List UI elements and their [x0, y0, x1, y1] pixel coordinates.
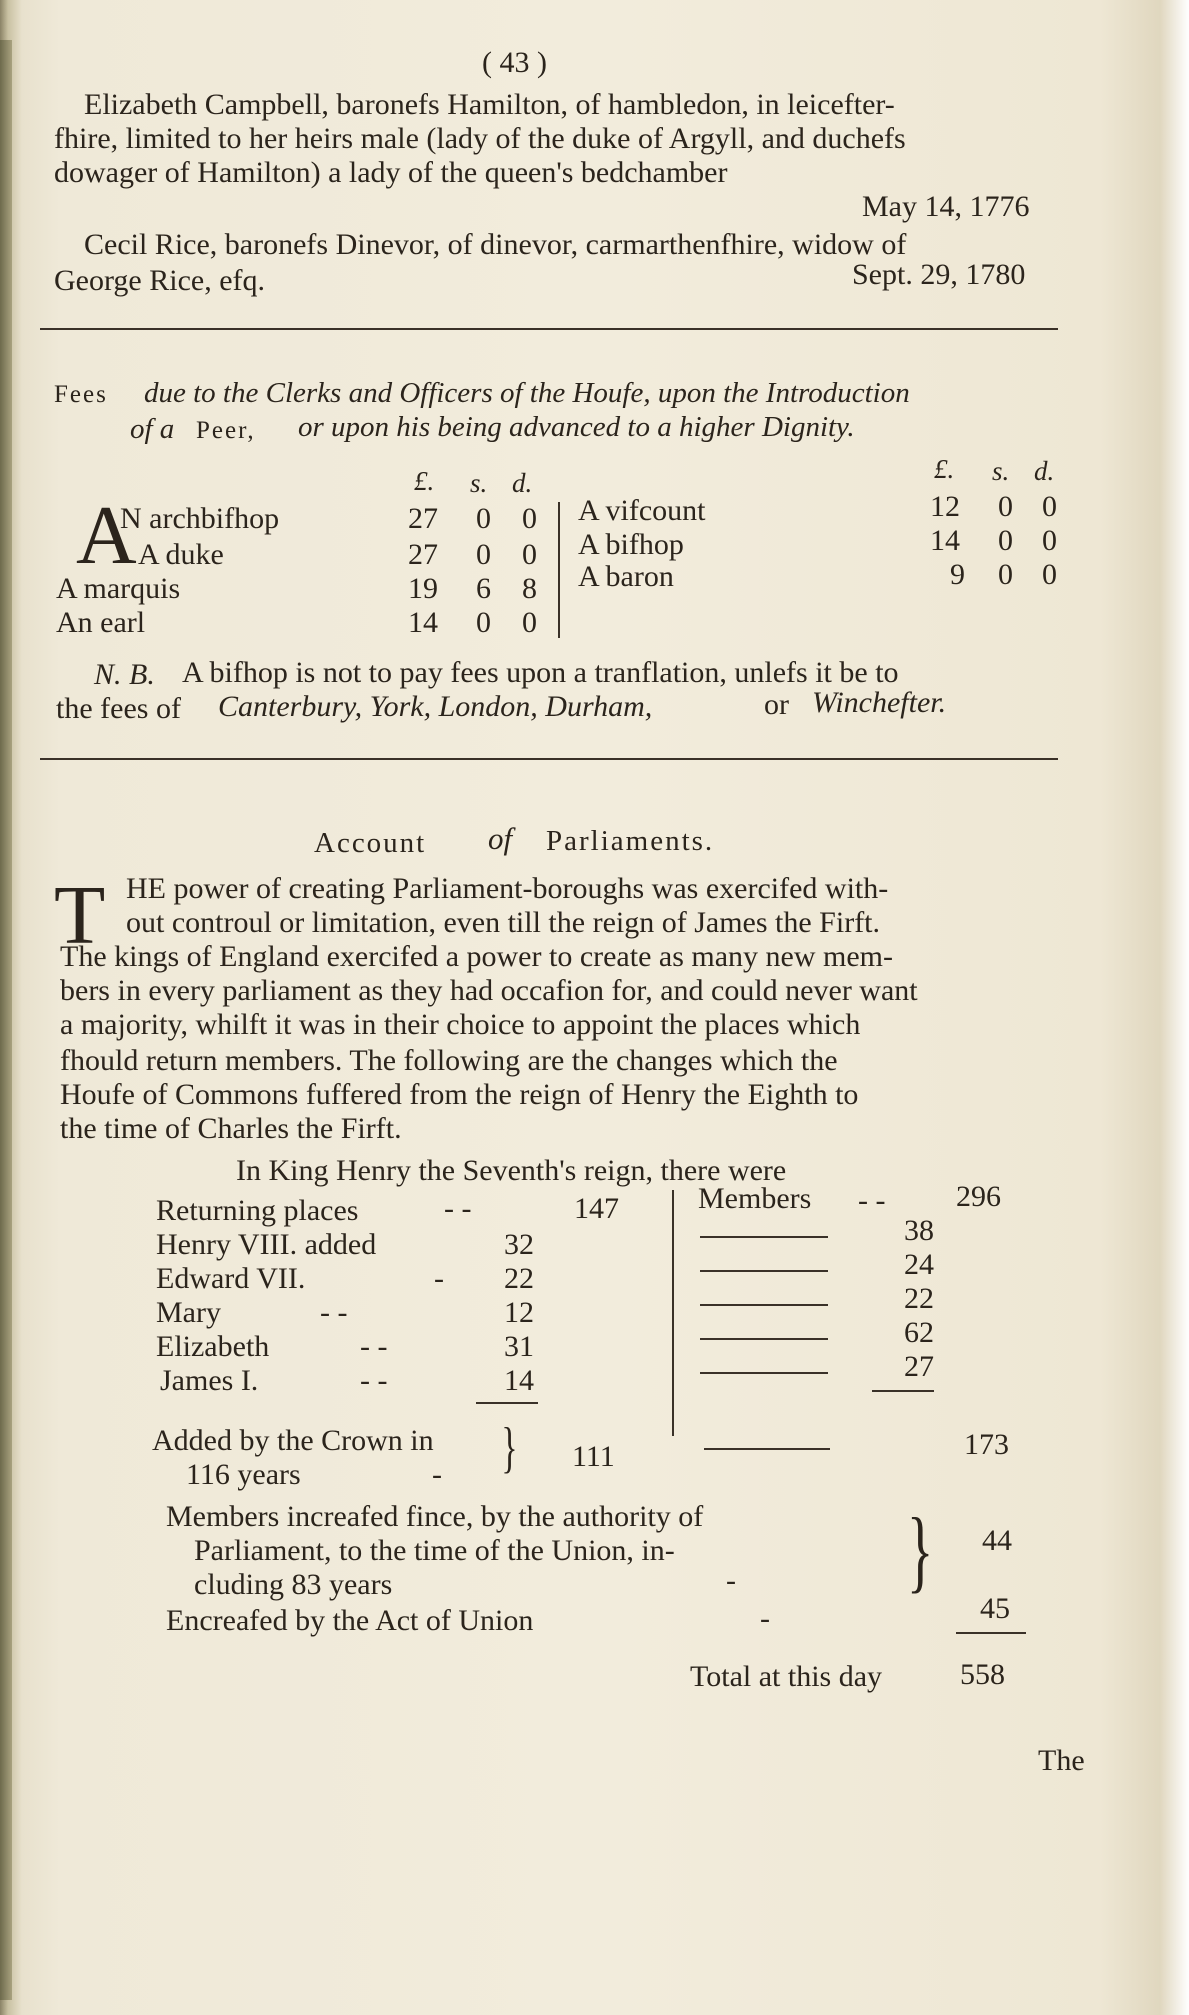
increase-label-line-2: Parliament, to the time of the Union, in-: [194, 1534, 675, 1567]
peeress-1-date: May 14, 1776: [862, 190, 1030, 223]
reign-members-rule-4: [700, 1338, 828, 1340]
account-para-line-1: HE power of creating Parliament-boroughs was exercifed with-: [126, 872, 889, 905]
crown-brace: }: [501, 1417, 518, 1479]
fee-label-viscount: A vifcount: [578, 494, 706, 527]
reign-label-elizabeth: Elizabeth: [156, 1330, 270, 1363]
fee-earl-shillings: 0: [476, 606, 491, 639]
returning-places-dash: - -: [444, 1192, 472, 1225]
account-title-word-2: Parliaments.: [546, 825, 715, 857]
right-pence-header: d.: [1034, 456, 1055, 486]
section-rule-2: [40, 758, 1058, 760]
section-rule-1: [40, 328, 1058, 330]
fee-archbishop-pence: 0: [522, 502, 537, 535]
reign-intro: In King Henry the Seventh's reign, there were: [236, 1154, 787, 1187]
reign-places-elizabeth: 31: [504, 1330, 534, 1363]
fee-baron-shillings: 0: [998, 558, 1013, 591]
fee-bishop-pence: 0: [1042, 524, 1057, 557]
account-para-line-2: out controul or limitation, even till the reign of James the Firft.: [126, 906, 881, 939]
account-para-line-8: the time of Charles the Firft.: [60, 1112, 402, 1145]
reigns-column-divider: [672, 1190, 674, 1436]
fees-dropcap: A: [76, 489, 137, 582]
account-para-line-6: fhould return members. The following are the changes which the: [60, 1044, 838, 1077]
account-title-word-1: Account: [314, 827, 427, 859]
members-value: 296: [956, 1180, 1001, 1213]
crown-members-value: 173: [964, 1428, 1009, 1461]
reign-members-rule-2: [700, 1270, 828, 1272]
fees-heading-peer: Peer,: [196, 417, 256, 444]
union-label: Encreafed by the Act of Union: [166, 1604, 534, 1637]
reign-dash-elizabeth: - -: [360, 1330, 388, 1363]
reign-places-henry-viii: 32: [504, 1228, 534, 1261]
union-value: 45: [980, 1592, 1010, 1625]
fee-viscount-pence: 0: [1042, 490, 1057, 523]
left-pound-header: £.: [414, 466, 435, 496]
reign-label-edward: Edward VII.: [156, 1262, 306, 1295]
crown-places-value: 111: [572, 1440, 615, 1473]
fees-heading-of-a: of a: [130, 413, 175, 445]
fee-duke-pence: 0: [522, 538, 537, 571]
places-sum-rule: [476, 1402, 538, 1404]
increase-value: 44: [982, 1524, 1012, 1557]
note-line-2-start: the fees of: [56, 692, 181, 725]
increase-brace: }: [906, 1499, 934, 1601]
crown-dash: -: [432, 1458, 442, 1491]
note-nb: N. B.: [94, 658, 155, 691]
page-edge-shadow: [0, 40, 12, 2000]
reign-members-james: 27: [904, 1350, 934, 1383]
total-sum-rule: [956, 1632, 1026, 1634]
account-para-line-3: The kings of England exercifed a power to create as many new mem-: [60, 940, 893, 973]
fee-marquis-pounds: 19: [408, 572, 438, 605]
increase-label-line-1: Members increafed fince, by the authority of: [166, 1500, 704, 1533]
note-sees: Canterbury, York, London, Durham,: [218, 690, 653, 723]
fees-heading-line-2: or upon his being advanced to a higher Dignity.: [298, 411, 855, 443]
reign-members-rule-3: [700, 1304, 828, 1306]
fee-viscount-shillings: 0: [998, 490, 1013, 523]
peeress-1-line-1: Elizabeth Campbell, baronefs Hamilton, of hambledon, in leicefter-: [84, 88, 895, 121]
note-winchester: Winchefter.: [812, 686, 947, 719]
fee-baron-pounds: 9: [950, 558, 965, 591]
fees-heading-word: Fees: [54, 381, 108, 408]
fee-earl-pence: 0: [522, 606, 537, 639]
members-label: Members: [698, 1182, 812, 1215]
left-pence-header: d.: [512, 468, 533, 498]
note-line-1: A bifhop is not to pay fees upon a tranflation, unlefs it be to: [182, 656, 899, 689]
catchword: The: [1038, 1744, 1085, 1777]
fee-earl-pounds: 14: [408, 606, 438, 639]
increase-label-line-3: cluding 83 years: [194, 1568, 393, 1601]
fee-duke-shillings: 0: [476, 538, 491, 571]
returning-places-value: 147: [574, 1192, 619, 1225]
fee-archbishop-shillings: 0: [476, 502, 491, 535]
peeress-2-date: Sept. 29, 1780: [852, 258, 1026, 291]
account-dropcap: T: [54, 869, 106, 962]
fee-label-baron: A baron: [578, 560, 674, 593]
reign-label-henry-viii: Henry VIII. added: [156, 1228, 377, 1261]
fee-bishop-pounds: 14: [930, 524, 960, 557]
reign-dash-mary: - -: [320, 1296, 348, 1329]
fee-label-archbishop: N archbifhop: [120, 502, 280, 535]
reign-members-edward: 24: [904, 1248, 934, 1281]
union-dash: -: [760, 1602, 770, 1635]
reign-dash-james: - -: [360, 1364, 388, 1397]
fee-marquis-shillings: 6: [476, 572, 491, 605]
fee-label-earl: An earl: [56, 606, 146, 639]
fee-label-bishop: A bifhop: [578, 528, 684, 561]
reign-places-edward: 22: [504, 1262, 534, 1295]
fee-archbishop-pounds: 27: [408, 502, 438, 535]
members-sum-rule: [872, 1390, 934, 1392]
reign-members-elizabeth: 62: [904, 1316, 934, 1349]
right-shilling-header: s.: [992, 456, 1010, 486]
fee-label-marquis: A marquis: [56, 572, 181, 605]
account-para-line-7: Houfe of Commons fuffered from the reign of Henry the Eighth to: [60, 1078, 859, 1111]
peeress-2-line-1: Cecil Rice, baronefs Dinevor, of dinevor, carmarthenfhire, widow of: [84, 228, 907, 261]
reign-members-henry-viii: 38: [904, 1214, 934, 1247]
fees-heading-line-1: due to the Clerks and Officers of the Houfe, upon the Introduction: [144, 377, 910, 409]
fee-bishop-shillings: 0: [998, 524, 1013, 557]
reign-places-mary: 12: [504, 1296, 534, 1329]
members-dash: - -: [858, 1184, 886, 1217]
note-or: or: [764, 688, 789, 721]
account-para-line-5: a majority, whilft it was in their choice to appoint the places which: [60, 1008, 861, 1041]
reign-label-mary: Mary: [156, 1296, 221, 1329]
reign-members-rule-1: [700, 1236, 828, 1238]
fee-baron-pence: 0: [1042, 558, 1057, 591]
total-value: 558: [960, 1658, 1005, 1691]
reign-members-mary: 22: [904, 1282, 934, 1315]
reign-members-rule-5: [700, 1372, 828, 1374]
increase-dash: -: [726, 1564, 736, 1597]
peeress-1-line-2: fhire, limited to her heirs male (lady of the duke of Argyll, and duchefs: [54, 122, 906, 155]
right-pound-header: £.: [934, 454, 955, 484]
crown-label-line-1: Added by the Crown in: [152, 1424, 434, 1457]
page-number: ( 43 ): [482, 46, 547, 79]
peeress-2-line-2: George Rice, efq.: [54, 264, 266, 297]
reign-dash-edward: -: [434, 1262, 444, 1295]
left-shilling-header: s.: [470, 468, 488, 498]
fees-column-divider: [558, 502, 560, 638]
crown-label-line-2: 116 years: [186, 1458, 301, 1491]
total-label: Total at this day: [690, 1660, 883, 1693]
fee-viscount-pounds: 12: [930, 490, 960, 523]
fee-duke-pounds: 27: [408, 538, 438, 571]
account-title-of: of: [488, 821, 513, 856]
fee-marquis-pence: 8: [522, 572, 537, 605]
fee-label-duke: A duke: [138, 538, 224, 571]
reign-label-james: James I.: [160, 1364, 259, 1397]
returning-places-label: Returning places: [156, 1194, 359, 1227]
account-para-line-4: bers in every parliament as they had occafion for, and could never want: [60, 974, 918, 1007]
peeress-1-line-3: dowager of Hamilton) a lady of the queen's bedchamber: [54, 156, 728, 189]
reign-places-james: 14: [504, 1364, 534, 1397]
crown-members-rule: [704, 1448, 830, 1450]
